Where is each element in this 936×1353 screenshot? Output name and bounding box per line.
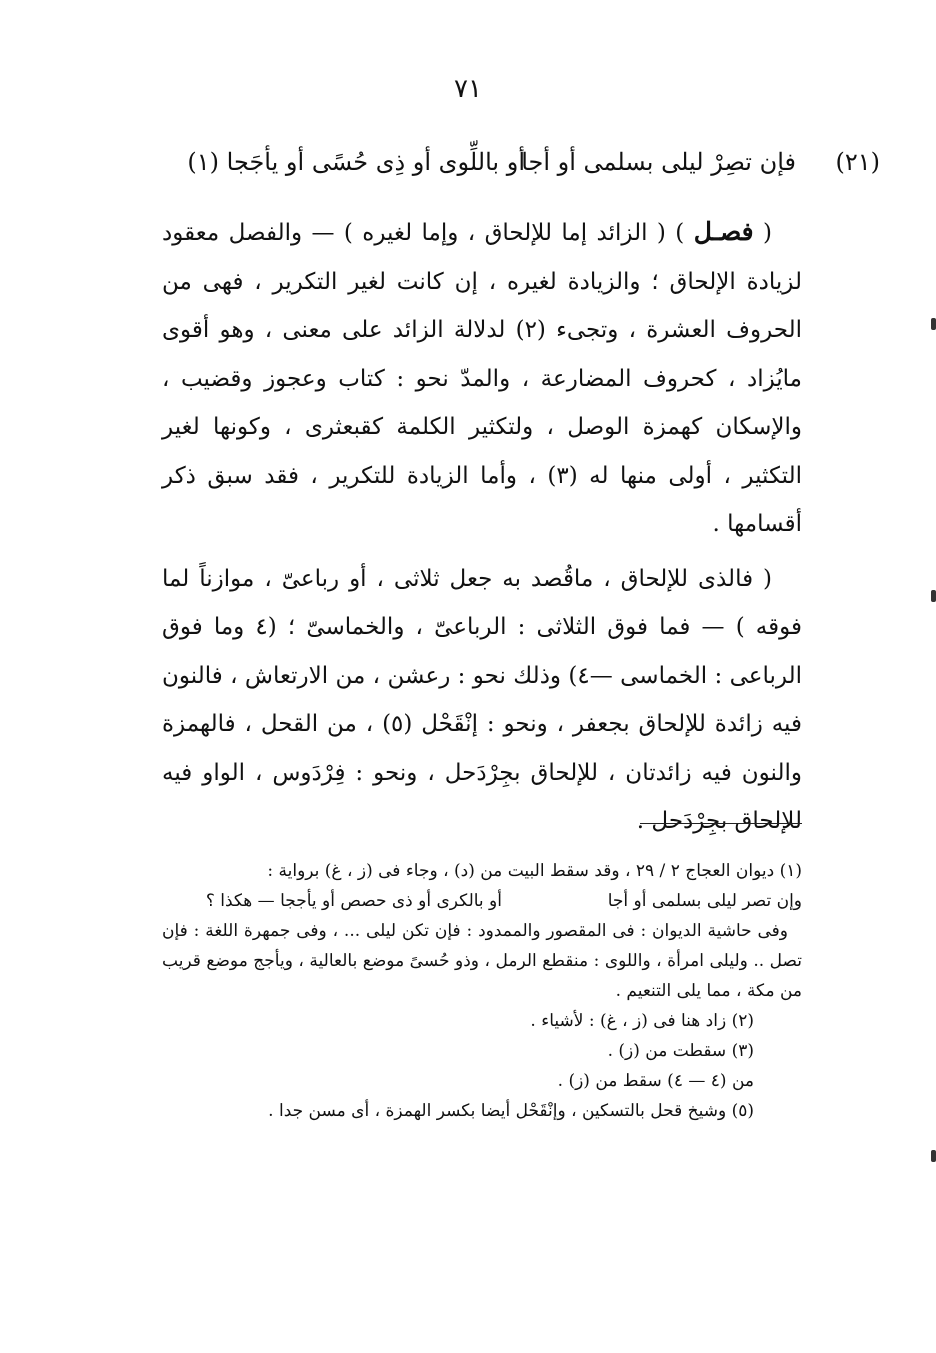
footnote-verse-second: أو بالكرى أو ذى حصص أو يأججا — هكذا ؟: [205, 891, 502, 911]
scan-margin-mark: [931, 318, 936, 330]
page-number: ٧١: [454, 74, 482, 104]
footnote-2: (٢) زاد هنا فى (ز ، غ) : لأشياء .: [530, 1011, 754, 1031]
heading-open-paren: (: [763, 220, 773, 246]
footnotes: [162, 856, 802, 1126]
paragraph-fasl: [162, 208, 802, 549]
verse-first-hemistich: فإن تصِرْ ليلى بسلمى أو أجا: [521, 148, 796, 176]
verse-line: [160, 148, 880, 188]
paragraph-ilhaq: ( فالذى للإلحاق ، ماقُصد به جعل ثلاثى ، أو رباعىّ ، موازناً لما فوقه ) — فما فوق الثلاثى : الرباعىّ ، والخماسىّ ؛ (٤ وما فوق الرباعى : الخماسى —٤) وذلك نحو : رعشن ، من الارتعاش ، فالنون فيه زائدة للإلحاق بجعفر ، ونحو : إنْقَحْل (٥) ، من القحل ، فالهمزة والنون فيه زائدتان ، للإلحاق بجِرْدَحل ، ونحو : فِرْدَوس ، الواو فيه للإلحاق بجِرْدَحل .: [162, 565, 802, 834]
footnote-3: (٣) سقطت من (ز) .: [607, 1041, 754, 1061]
verse-number: (٢١): [835, 148, 880, 176]
footnote-1-commentary: وفى حاشية الديوان : فى المقصور والممدود : فإن تكن ليلى ... ، وفى جمهرة اللغة : فإن تصل .. وليلى امرأة ، واللوى : منقطع الرمل ، وذو حُسىً موضع بالعالية ، ويأجج موضع قريب من مكة ، مما يلى التنعيم .: [162, 921, 802, 1001]
footnote-1-intro: (١) ديوان العجاج ٢ / ٢٩ ، وقد سقط البيت من (د) ، وجاء فى (ز ، غ) برواية :: [267, 861, 802, 881]
paragraph-1-text: ) ( الزائد إما للإلحاق ، وإما لغيره ) — والفصل معقود لزيادة الإلحاق ؛ والزيادة لغيره ، إن كانت لغير التكرير ، فهى من الحروف العشرة ، وتجىء (٢) لدلالة الزائد على معنى ، وهو أقوى مايُزاد ، كحروف المضارعة ، والمدّ نحو : كتاب وعجوز وقضيب ، والإسكان كهمزة الوصل ، ولتكثير الكلمة كقبعثرى ، وكونها لغير التكثير ، أولى منها له (٣) ، وأما الزيادة للتكرير ، فقد سبق ذكر أقسامها .: [162, 220, 803, 537]
footnote-5: (٥) وشيخ قحل بالتسكين ، وإنْقَحْل أيضا بكسر الهمزة ، أى مسن جدا .: [268, 1101, 754, 1121]
footnote-4: من (٤ — ٤) سقط من (ز) .: [557, 1071, 754, 1091]
footnote-verse-first: وإن تصر ليلى بسلمى أو أجا: [607, 891, 802, 911]
scan-margin-mark: [931, 1150, 936, 1162]
scan-margin-mark: [931, 590, 936, 602]
section-heading: فصـل: [693, 217, 754, 246]
main-text: [162, 208, 802, 846]
footnote-separator: [640, 823, 802, 824]
footnote-1-verse: [162, 886, 802, 916]
verse-second-hemistich: أو باللِّوى أو ذِى حُسًى أو يأجَجا (١): [187, 148, 525, 176]
